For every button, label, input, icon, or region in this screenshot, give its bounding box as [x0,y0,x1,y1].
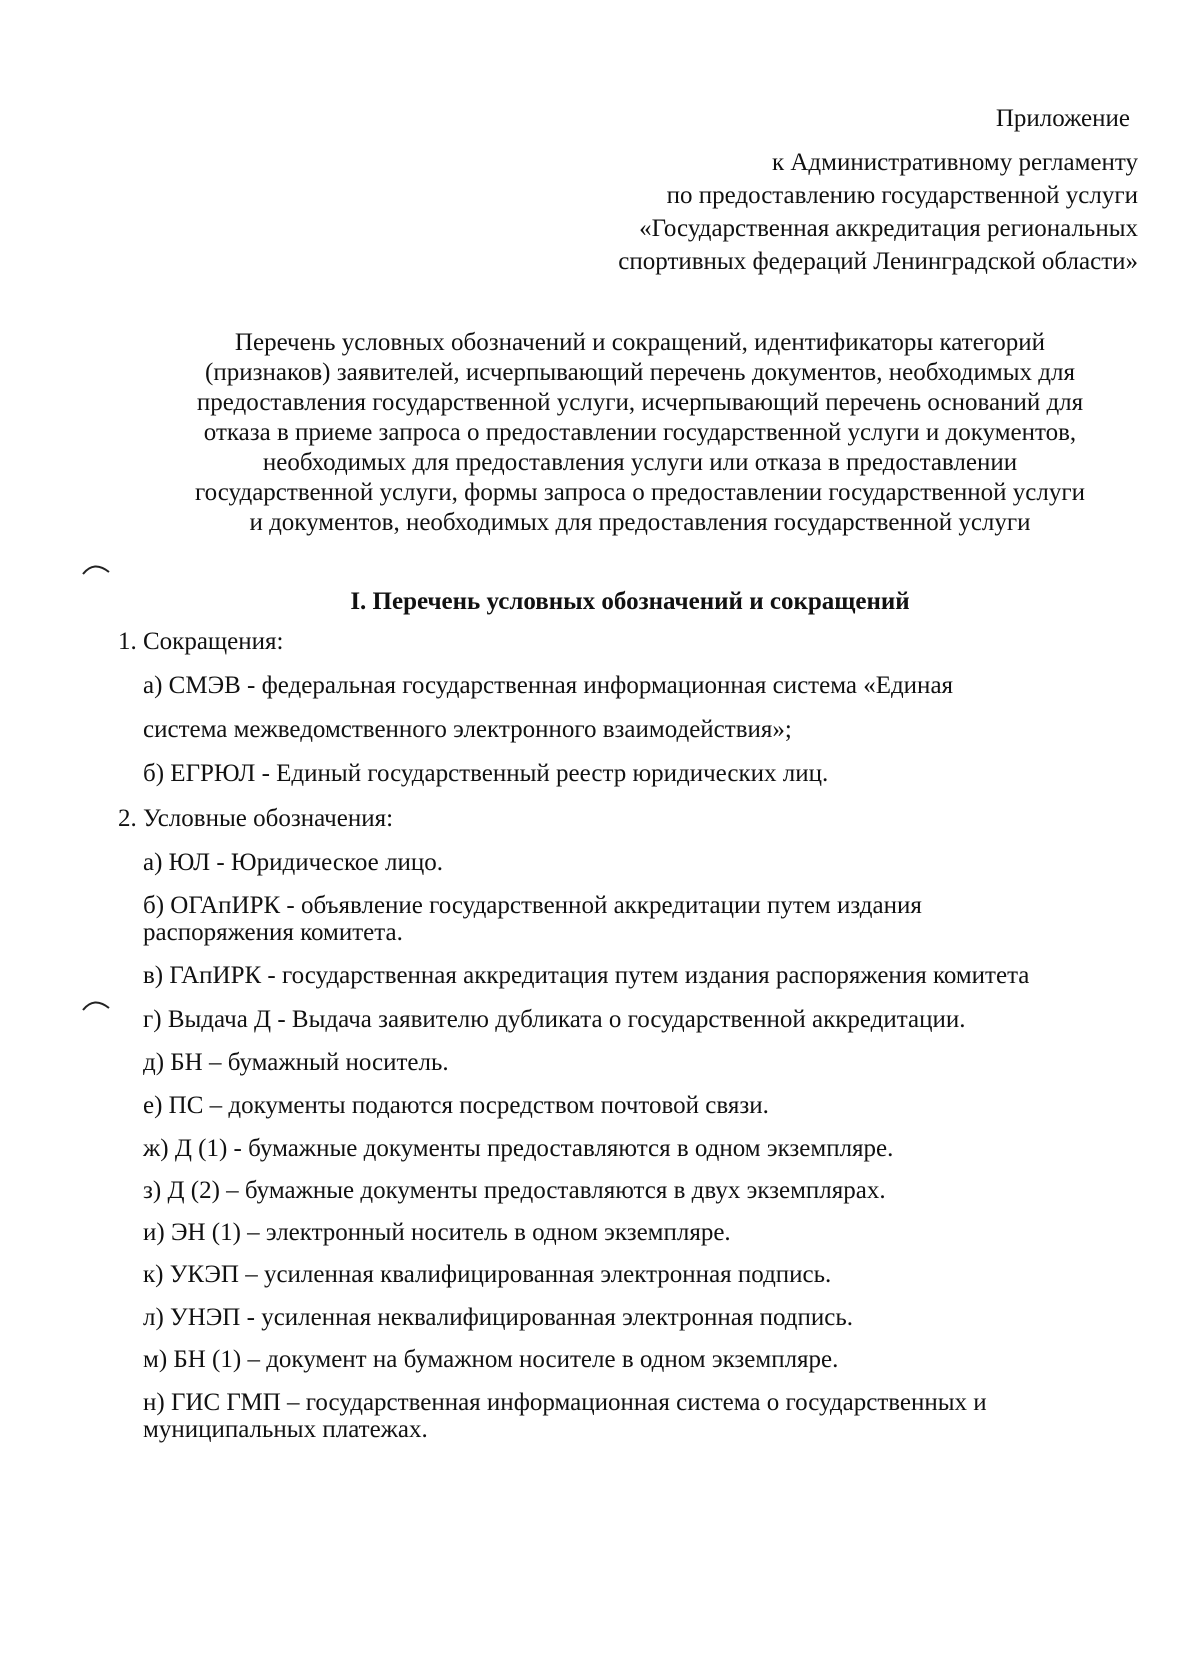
symbol-item: д) БН – бумажный носитель. [143,1049,449,1076]
symbol-item: к) УКЭП – усиленная квалифицированная электронная подпись. [143,1261,832,1288]
abbreviations-heading: 1. Сокращения: [118,628,284,655]
symbol-item: ж) Д (1) - бумажные документы предоставляются в одном экземпляре. [143,1135,894,1162]
symbol-item: е) ПС – документы подаются посредством почтовой связи. [143,1092,769,1119]
heading-line: государственной услуги, формы запроса о предоставлении государственной услуги [195,479,1085,506]
symbol-item: з) Д (2) – бумажные документы предоставляются в двух экземплярах. [143,1177,886,1204]
margin-arc-mark-icon [82,562,110,576]
heading-line: Перечень условных обозначений и сокращений, идентификаторы категорий [234,329,1046,356]
symbol-item: м) БН (1) – документ на бумажном носителе в одном экземпляре. [143,1346,839,1373]
symbol-item: а) ЮЛ - Юридическое лицо. [143,849,443,876]
appendix-line: к Административному регламенту [771,149,1138,176]
symbol-item: г) Выдача Д - Выдача заявителю дубликата о государственной аккредитации. [143,1006,966,1033]
symbol-item-continued: распоряжения комитета. [143,919,403,946]
symbol-item: н) ГИС ГМП – государственная информационная система о государственных и [143,1389,987,1416]
abbreviation-item: а) СМЭВ - федеральная государственная информационная система «Единая [143,672,954,699]
heading-line: (признаков) заявителей, исчерпывающий перечень документов, необходимых для [205,359,1075,386]
symbol-item: и) ЭН (1) – электронный носитель в одном экземпляре. [143,1219,731,1246]
document-heading [140,328,1140,538]
heading-line: необходимых для предоставления услуги или отказа в предоставлении [262,449,1018,476]
appendix-line: по предоставлению государственной услуги [666,182,1138,209]
margin-arc-mark-icon [82,998,110,1012]
heading-line: и документов, необходимых для предоставления государственной услуги [249,509,1031,536]
abbreviation-item: б) ЕГРЮЛ - Единый государственный реестр юридических лиц. [143,760,829,787]
appendix-header [618,102,1138,278]
section-title: I. Перечень условных обозначений и сокращений [350,588,910,615]
heading-line: отказа в приеме запроса о предоставлении государственной услуги и документов, [203,419,1077,446]
symbol-item: в) ГАпИРК - государственная аккредитация путем издания распоряжения комитета [143,962,1030,989]
symbol-item: б) ОГАпИРК - объявление государственной аккредитации путем издания [143,892,922,919]
symbol-item: л) УНЭП - усиленная неквалифицированная электронная подпись. [143,1304,853,1331]
symbols-heading: 2. Условные обозначения: [118,805,394,832]
abbreviation-item-continued: система межведомственного электронного взаимодействия»; [143,716,792,743]
appendix-line: спортивных федераций Ленинградской области» [618,248,1138,275]
appendix-line: «Государственная аккредитация региональных [639,215,1138,242]
heading-line: предоставления государственной услуги, исчерпывающий перечень оснований для [196,389,1084,416]
symbol-item-continued: муниципальных платежах. [143,1416,428,1443]
appendix-title: Приложение [995,105,1130,132]
